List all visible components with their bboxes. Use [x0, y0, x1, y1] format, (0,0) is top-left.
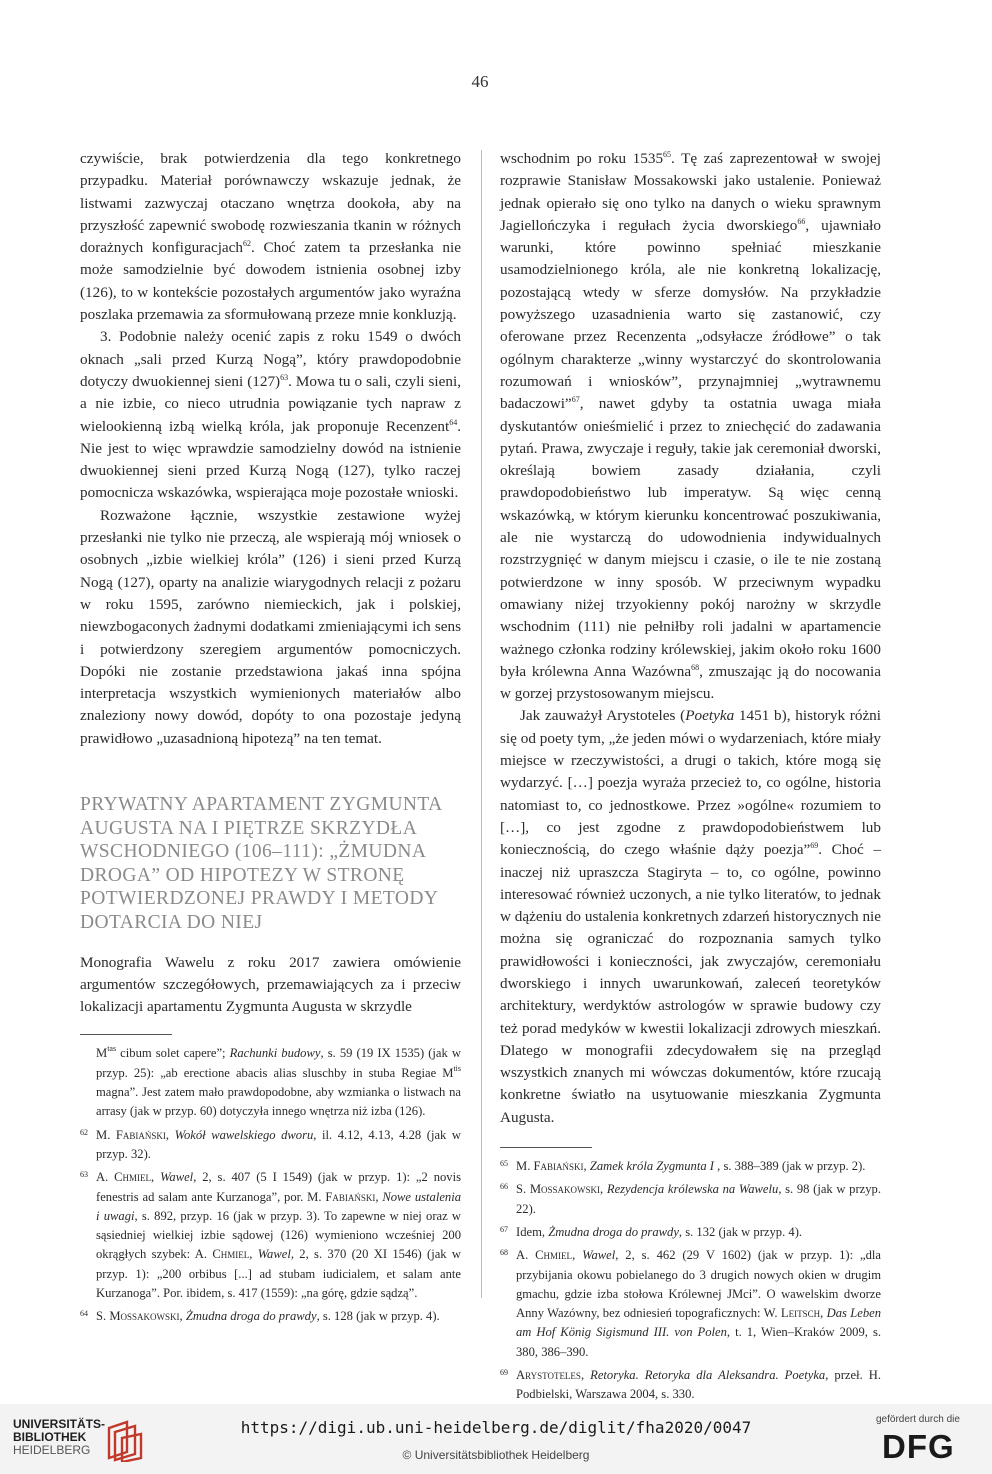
footnote-rule: [80, 1034, 172, 1035]
body-paragraph: Monografia Wawelu z roku 2017 zawiera omówienie argumentów szczegółowych, przemawiających za i przeciw lokalizacji apartamentu Zygmunta Augusta w skrzydle: [80, 953, 461, 1016]
footnote: 65 M. Fabiański, Zamek króla Zygmunta I , s. 388–389 (jak w przyp. 2).: [500, 1159, 866, 1174]
footnote: 68 A. Chmiel, Wawel, 2, s. 462 (29 V 1602) (jak w przyp. 1): „dla przybijania okowu pobielanego do 3 drugich nowych okien w drugim gmachu, gdzie izba stołowa Królewnej JMci”. O wawelskim dworze Anny Wazówny, bez odniesień topograficznych: W. Leitsch, Das Leben am Hof König Sigismund III. von Polen, t. 1, Wien–Kraków 2009, s. 380, 386–390.: [500, 1248, 882, 1359]
section-heading: PRYWATNY APARTAMENT ZYGMUNTA AUGUSTA NA I PIĘTRZE SKRZYDŁA WSCHODNIEGO (106–111): „ŻMUDNA DROGA” OD HIPOTEZY W STRONĘ POTWIERDZONEJ PRAWDY I METODY DOTARCIA DO NIEJ: [80, 794, 442, 933]
footnote-ref[interactable]: 62: [243, 239, 252, 249]
footnote-continued: $M^{tas}$ cibum solet capere”; Rachunki budowy, s. 59 (19 IX 1535) (jak w przyp. 25): „ab erectione abacis alias sluschby in stuba Regiae $M^{tis}$ magna”. Jest zatem mało prawdopodobne, aby wzmianka o listwach na arrasy (jak w przyp. 60) dotyczyła innego wnętrza niż izba (126).: [96, 1044, 461, 1119]
column-divider: [481, 150, 482, 1298]
footnote-ref[interactable]: 68: [691, 662, 700, 672]
footnote-ref[interactable]: 64: [449, 417, 458, 427]
body-paragraph: Jak zauważył Arystoteles (Poetyka 1451 b), historyk różni się od poety tym, „że jeden mówi o wydarzeniach, które miały miejsce w rzeczywistości, a drugi o takich, które mogą się wydarzyć. […] poezja wyraża przecież to, co ogólne, historia natomiast to, co jednostkowe. Przez »ogólne« rozumiem to […], co jest zgodne z prawdopodobieństwem lub koniecznością, do czego właśnie dąży poezja”$^{69}$. Choć – inaczej niż upraszcza Stagiryta – to, co ogólne, powinno interesować również uczonych, a nie tylko literatów, to jednak w dążeniu do ustalenia konkretnych zdarzeń historycznych nie można się ograniczać do rozpoznania samych tylko prawidłowości i konieczności, jak zwyczajów, ceremoniału dworskiego i innych uwarunkowań, zaleceń teoretyków architektury, werdyktów astrologów w sprawie budowy czy też porad medyków w kwestii lokalizacji zdrowych mieszkań. Dlatego w monografii zdecydowałem się na przegląd wszystkich znanych mi wówczas dokumentów, które rzucają konkretne światło na usytuowanie mieszkania Zygmunta Augusta.: [500, 707, 882, 1126]
body-paragraph: wschodnim po roku 1535$^{65}$. Tę zaś zaprezentował w swojej rozprawie Stanisław Mossakowski jako ustalenie. Ponieważ jednak opierało się ono tylko na danych o wieku sprawnym Jagiellończyka i regułach życia dworskiego$^{66}$, ujawniało warunki, które powinno spełniać mieszkanie usamodzielnionego króla, ale nie konkretną lokalizację, pozostającą wtedy w sferze domysłów. Na przykładzie powyższego uzasadnienia warto się zastanowić, czy oferowane przez Recenzenta „odsyłacze źródłowe” o tak ogólnym charakterze „winny wystarczyć do skontrolowania rozumowań i wniosków”, przynajmniej „wytrawnemu badaczowi”$^{67}$, nawet gdyby ta ostatnia uwaga miała dyskutantów onieśmielić i przez to zniechęcić do zadawania pytań. Prawa, zwyczaje i reguły, takie jak ceremoniał dworski, określają bowiem zasady działania, czyli prawdopodobieństwo lub imperatyw. Są więc cenną wskazówką, w którym kierunku koncentrować poszukiwania, ale nie wystarczą do udowodnienia indywidualnych rozstrzygnięć w danym miejscu i czasie, o ile te nie zostaną potwierdzone w inny sposób. W przeciwnym wypadku omawiany niżej trzyokienny pokój narożny w skrzydle wschodnim (111) nie pełniłby roli jadalni w apartamencie ważnego członka rodziny królewskiej, jakim około roku 1600 była królewna Anna Wazówna$^{68}$, zmuszając ją do nocowania w gorzej przystosowanym miejscu.: [500, 150, 881, 703]
funding-caption: gefördert durch die: [876, 1414, 960, 1425]
footnote: 66 S. Mossakowski, Rezydencja królewska na Wawelu, s. 98 (jak w przyp. 22).: [500, 1182, 881, 1216]
body-paragraph: 3. Podobnie należy ocenić zapis z roku 1549 o dwóch oknach „sali przed Kurzą Nogą”, który prawdopodobnie dotyczy dwuokiennej sieni $(127)^{63}$. Mowa tu o sali, czyli sieni, a nie izbie, co nieco utrudnia powiązanie tych napraw z wielookienną izbą wielką króla, jak proponuje Recenzent$^{64}$. Nie jest to więc wprawdzie samodzielny dowód na istnienie dwuokiennej sieni przed Kurzą Nogą (127), tylko raczej pomocnicza wskazówka, wspierająca moje pozostałe wnioski.: [80, 328, 461, 502]
body-paragraph: Rozważone łącznie, wszystkie zestawione wyżej przesłanki nie tylko nie przeczą, ale wspierają mój wniosek o osobnych „izbie wielkiej króla” (126) i sieni przed Kurzą Nogą (127), oparty na analizie wiarygodnych relacji z pożaru w roku 1595, zarówno niemieckich, jak i polskiej, niewzbogaconych żadnymi dodatkami zmieniającymi ich sens i potwierdzony szeregiem argumentów pomocniczych. Dopóki nie zostanie przedstawiona jakaś inna spójna interpretacja wszystkich wymienionych materiałów albo znaleziony nowy dowód, dopóty to ona pozostaje jedyną prawidłowo „uzasadnioną hipotezą” na ten temat.: [80, 506, 461, 747]
page-number: 46: [471, 72, 489, 91]
footnote-rule: [500, 1147, 592, 1148]
footnote: 62 M. Fabiański, Wokół wawelskiego dworu, il. 4.12, 4.13, 4.28 (jak w przyp. 32).: [80, 1127, 461, 1161]
footnote-ref[interactable]: 65: [663, 150, 672, 159]
footnotes-left: [80, 1044, 461, 1326]
source-url-link[interactable]: https://digi.ub.uni-heidelberg.de/diglit/fha2020/0047: [240, 1418, 752, 1437]
footnote-ref[interactable]: 67: [571, 395, 580, 405]
footnote: 63 A. Chmiel, Wawel, 2, s. 407 (5 I 1549) (jak w przyp. 1): „2 novis fenestris ad salam ante Kurzanoga”, por. M. Fabiański, Nowe ustalenia i uwagi, s. 892, przyp. 16 (jak w przyp. 3). To zapewne w niej oraz w sąsiedniej wielkiej izbie sądowej (126) wymieniono wcześniej 200 okrągłych szybek: A. Chmiel, Wawel, 2, s. 370 (20 XI 1546) (jak w przyp. 1): „200 orbibus [...] ad stubam iudicialem, et salam ante Kurzanoga”. Por. ibidem, s. 417 (1559): „na górę, gdzie sądzą”.: [80, 1170, 462, 1301]
footer-bar: [0, 1404, 992, 1474]
footnotes-right: [500, 1157, 881, 1405]
footnote-ref[interactable]: 66: [797, 216, 806, 226]
footnote: 64 S. Mossakowski, Żmudna droga do prawdy, s. 128 (jak w przyp. 4).: [80, 1309, 440, 1324]
footnote-ref[interactable]: 63: [280, 372, 289, 382]
dfg-logo[interactable]: DFG: [882, 1428, 955, 1465]
footnote: 69 Arystoteles, Retoryka. Retoryka dla Aleksandra. Poetyka, przeł. H. Podbielski, Warszawa 2004, s. 330.: [500, 1368, 881, 1402]
left-column: [80, 148, 461, 1331]
copyright-notice: © Universitätsbibliothek Heidelberg: [402, 1448, 590, 1462]
footnote-ref[interactable]: 69: [810, 841, 819, 851]
footnote: 67 Idem, Żmudna droga do prawdy, s. 132 (jak w przyp. 4).: [500, 1224, 803, 1239]
body-paragraph: czywiście, brak potwierdzenia dla tego konkretnego przypadku. Materiał porównawczy wskazuje jednak, że listwami zazwyczaj otaczano wnętrza dookoła, aby na przyszłość zapewnić swobodę rozwieszania tkanin w różnych dorażnych konfiguracjach$^{62}$. Choć zatem ta przesłanka nie może samodzielnie być dowodem istnienia osobnej izby (126), to w kontekście pozostałych argumentów jako wyraźna poszlaka przemawia za sformułowaną przeze mnie konkluzją.: [80, 150, 461, 324]
right-column: [500, 148, 881, 1409]
library-name: UNIVERSITÄTS- BIBLIOTHEK HEIDELBERG: [13, 1417, 106, 1457]
